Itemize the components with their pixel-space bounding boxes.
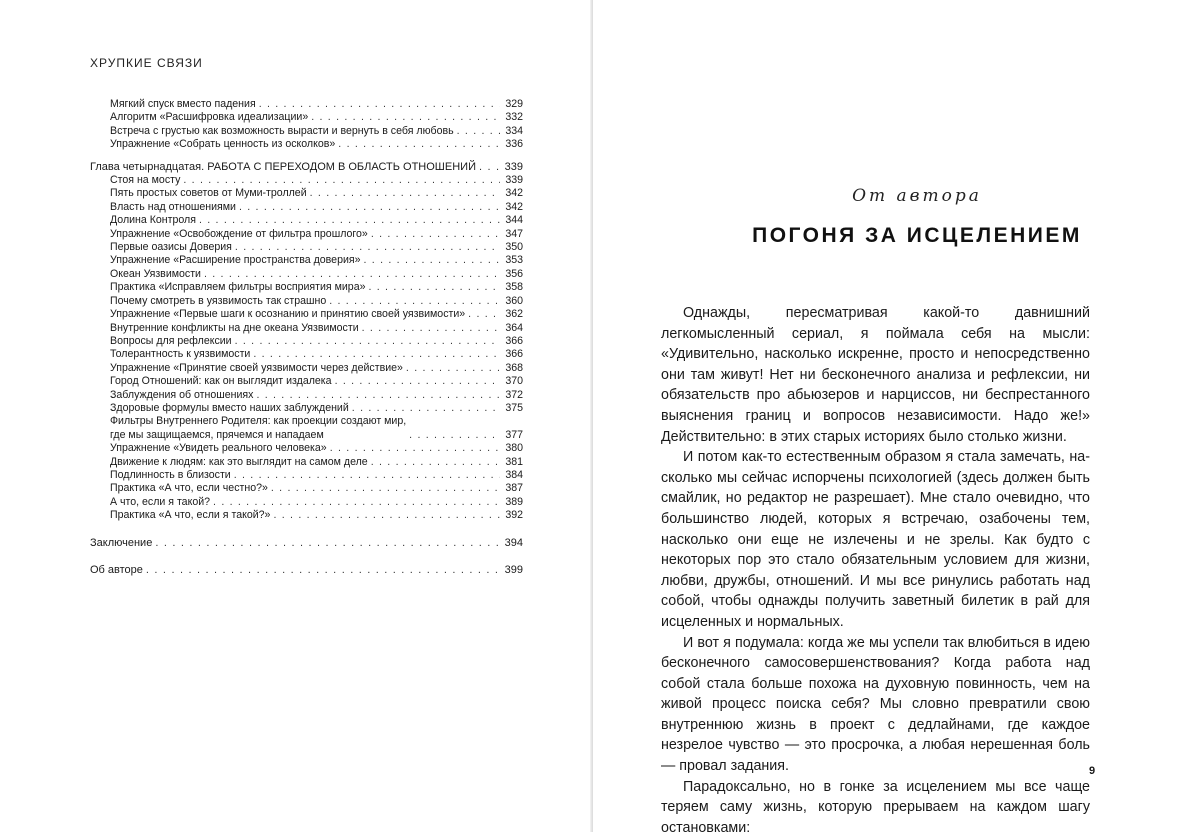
toc-entry[interactable] [90,241,523,254]
toc-entry-page: 377 [505,428,523,441]
leader-dots [204,268,500,281]
toc-entry[interactable] [90,389,523,402]
leader-dots [362,322,500,335]
toc-entry-title: Практика «А что, если я такой?» [110,509,271,522]
leader-dots [468,308,500,321]
table-of-contents [90,98,523,577]
leader-dots [213,496,500,509]
left-page [0,0,593,832]
toc-entry[interactable] [90,509,523,522]
toc-entry-page: 344 [505,214,523,227]
toc-entry-page: 339 [505,174,523,187]
leader-dots [271,482,500,495]
toc-entry-page: 380 [505,442,523,455]
toc-entry[interactable] [90,187,523,200]
toc-about-author[interactable] [90,564,523,577]
toc-entry-title: Встреча с грустью как возможность вырасти и вернуть в себя любовь [110,124,454,137]
toc-entry[interactable] [90,482,523,495]
leader-dots [155,537,500,550]
leader-dots [235,335,500,348]
body-text [661,303,1090,838]
running-head: ХРУПКИЕ СВЯЗИ [90,56,203,70]
toc-entry-page: 384 [505,468,523,481]
leader-dots [371,228,500,241]
toc-entry[interactable] [90,322,523,335]
leader-dots [368,281,500,294]
toc-entry[interactable] [90,375,523,388]
toc-entry-page: 389 [505,495,523,508]
toc-entry-page: 375 [505,401,523,414]
toc-entry[interactable] [90,442,523,455]
leader-dots [234,469,500,482]
leader-dots [457,125,500,138]
toc-chapter-heading[interactable] [90,161,523,174]
toc-about-page: 399 [504,564,523,576]
toc-entry[interactable] [90,308,523,321]
toc-entry-title-line2: где мы защищаемся, прячемся и нападаем [110,428,324,441]
toc-entry[interactable] [90,228,523,241]
toc-entry-page: 360 [505,294,523,307]
toc-chapter-page: 339 [504,160,523,173]
toc-entry[interactable] [90,295,523,308]
section-subtitle: От автора [852,186,982,206]
leader-dots [146,564,500,577]
toc-entry[interactable] [90,125,523,138]
leader-dots [253,348,500,361]
leader-dots [479,161,500,174]
toc-entry-page: 364 [505,321,523,334]
toc-entry-title: Почему смотреть в уязвимость так страшно [110,294,327,307]
toc-entry-title: Упражнение «Освобождение от фильтра прошлого» [110,227,368,240]
toc-entry[interactable] [90,254,523,267]
toc-entry-title: Практика «Исправляем фильтры восприятия мира» [110,281,366,294]
toc-entry-title: Здоровые формулы вместо наших заблуждений [110,401,349,414]
toc-entry-title: Движение к людям: как это выглядит на самом деле [110,455,368,468]
toc-entry[interactable] [90,281,523,294]
toc-entry[interactable] [90,214,523,227]
toc-entry[interactable] [90,335,523,348]
toc-conclusion[interactable] [90,537,523,550]
leader-dots [259,98,500,111]
toc-entry-page: 366 [505,334,523,347]
toc-entry-page: 362 [505,308,523,321]
toc-chapter-title: Глава четырнадцатая. РАБОТА С ПЕРЕХОДОМ В ОБЛАСТЬ ОТНОШЕНИЙ [90,160,476,173]
leader-dots [310,187,500,200]
leader-dots [409,429,500,442]
toc-entry-page: 368 [505,361,523,374]
toc-entry-page: 366 [505,348,523,361]
toc-entry-title: Практика «А что, если честно?» [110,482,268,495]
toc-entry-title: Власть над отношениями [110,200,236,213]
leader-dots [329,295,500,308]
leader-dots [183,174,500,187]
toc-entry-page: 381 [505,455,523,468]
toc-entry-title: Пять простых советов от Муми-троллей [110,187,307,200]
leader-dots [199,214,500,227]
toc-entry[interactable] [90,402,523,415]
toc-entry-page: 347 [505,227,523,240]
toc-entry[interactable] [90,201,523,214]
leader-dots [235,241,500,254]
toc-entry[interactable] [90,111,523,124]
toc-entry-page: 334 [505,124,523,137]
toc-about-title: Об авторе [90,564,143,576]
toc-entry[interactable] [90,98,523,111]
toc-entry-page: 350 [505,241,523,254]
toc-entry-page: 370 [505,375,523,388]
toc-entry[interactable] [90,174,523,187]
toc-entry-title: А что, если я такой? [110,495,211,508]
toc-entry-title: Город Отношений: как он выглядит издалека [110,375,332,388]
leader-dots [239,201,500,214]
toc-entry-title: Мягкий спуск вместо падения [110,98,256,110]
toc-entry-title: Упражнение «Первые шаги к осознанию и принятию своей уязвимости» [110,308,466,321]
toc-conclusion-title: Заключение [90,536,153,549]
toc-entry-title-line1: Фильтры Внутреннего Родителя: как проекции создают мир, [110,415,407,428]
leader-dots [256,389,500,402]
toc-entry[interactable] [90,138,523,151]
toc-entry-title: Долина Контроля [110,214,196,227]
toc-entry-page: 358 [505,281,523,294]
toc-entry-page: 372 [505,388,523,401]
toc-entry[interactable] [90,496,523,509]
toc-entry[interactable] [90,268,523,281]
toc-entry-title: Упражнение «Принятие своей уязвимости через действие» [110,361,403,374]
toc-entry-title: Упражнение «Увидеть реального человека» [110,442,327,455]
toc-entry-title: Заблуждения об отношениях [110,388,254,401]
toc-entry-page: 387 [505,482,523,495]
page-number: 9 [1089,765,1096,777]
toc-entry-page: 353 [505,254,523,267]
leader-dots [352,402,500,415]
toc-entry-title: Толерантность к уязвимости [110,348,251,361]
toc-entry-page: 342 [505,187,523,200]
toc-entry[interactable] [90,469,523,482]
toc-entry-page: 356 [505,267,523,280]
toc-entry-title: Стоя на мосту [110,174,181,187]
toc-entry-page: 342 [505,200,523,213]
leader-dots [335,375,500,388]
toc-entry-title [110,415,406,442]
leader-dots [338,138,500,151]
toc-entry-title: Вопросы для рефлексии [110,334,232,347]
toc-conclusion-page: 394 [504,536,523,549]
paragraph: Парадоксально, но в гонке за исцелением мы все чаще теряем саму жизнь, которую прерываем на каждом шагу остановками: [661,778,1090,836]
toc-entry-title: Упражнение «Собрать ценность из осколков» [110,138,336,151]
leader-dots [406,362,500,375]
toc-entry-title: Первые оазисы Доверия [110,241,232,254]
paragraph: Однажды, пересматривая какой-то давнишний легкомысленный сериал, я поймала себя на мысли: «Удивительно, насколько искренне, просто и непосредственно они там живут! Нет ни бесконечного анализа и рефлексии, ни обязательств про абьюзеров и нарциссов, ни беспрестанного выяснения границ и вопросов независимости. Надо же!» Действительно: в этих старых историях было столько жизни. [661,305,1090,445]
toc-entry[interactable] [90,362,523,375]
toc-entry-page: 329 [505,98,523,110]
paragraph: И вот я подумала: когда же мы успели так влюбиться в идею бесконечного самосовершенствования? Когда работа над собой стала больше похожа на духовную повинность, чем на живой процесс поиска себя? Мы словно превратили свою внутреннюю жизнь в проект с дедлайнами, где каждое незрелое чувство — это просрочка, а любая нерешенная боль — провал задания. [661,634,1090,775]
leader-dots [371,456,500,469]
toc-entry-page: 336 [505,138,523,151]
leader-dots [364,254,500,267]
toc-entry-title: Подлинность в близости [110,468,231,481]
toc-entry[interactable] [90,456,523,469]
leader-dots [330,442,500,455]
toc-entry-title: Океан Уязвимости [110,267,201,280]
toc-entry-page: 392 [505,509,523,522]
toc-entry-title: Внутренние конфликты на дне океана Уязвимости [110,321,359,334]
toc-entry[interactable] [90,348,523,361]
toc-entry-title: Упражнение «Расширение пространства доверия» [110,254,361,267]
leader-dots [273,509,500,522]
toc-entry-multiline[interactable] [90,415,523,442]
toc-entry-title: Алгоритм «Расшифровка идеализации» [110,111,309,124]
toc-entry-page: 332 [505,111,523,124]
paragraph: И потом как-то естественным образом я стала замечать, насколько мы сейчас испорчены психологией (здесь должен быть смайлик, но редактор не разрешает). Мне стало очевидно, что большинство людей, которых я встречаю, озабочены тем, насколько они еще не излечены и не зрелы. Как будто с некоторых пор это стало обязательным условием для жизни, любви, дружбы, отношений. И мы все ринулись работать над собой, чтобы однажды получить заветный билетик в рай для исцеленных и нормальных. [661,449,1090,630]
right-page [593,0,1186,836]
leader-dots [311,111,500,124]
section-title: ПОГОНЯ ЗА ИСЦЕЛЕНИЕМ [752,224,1082,247]
